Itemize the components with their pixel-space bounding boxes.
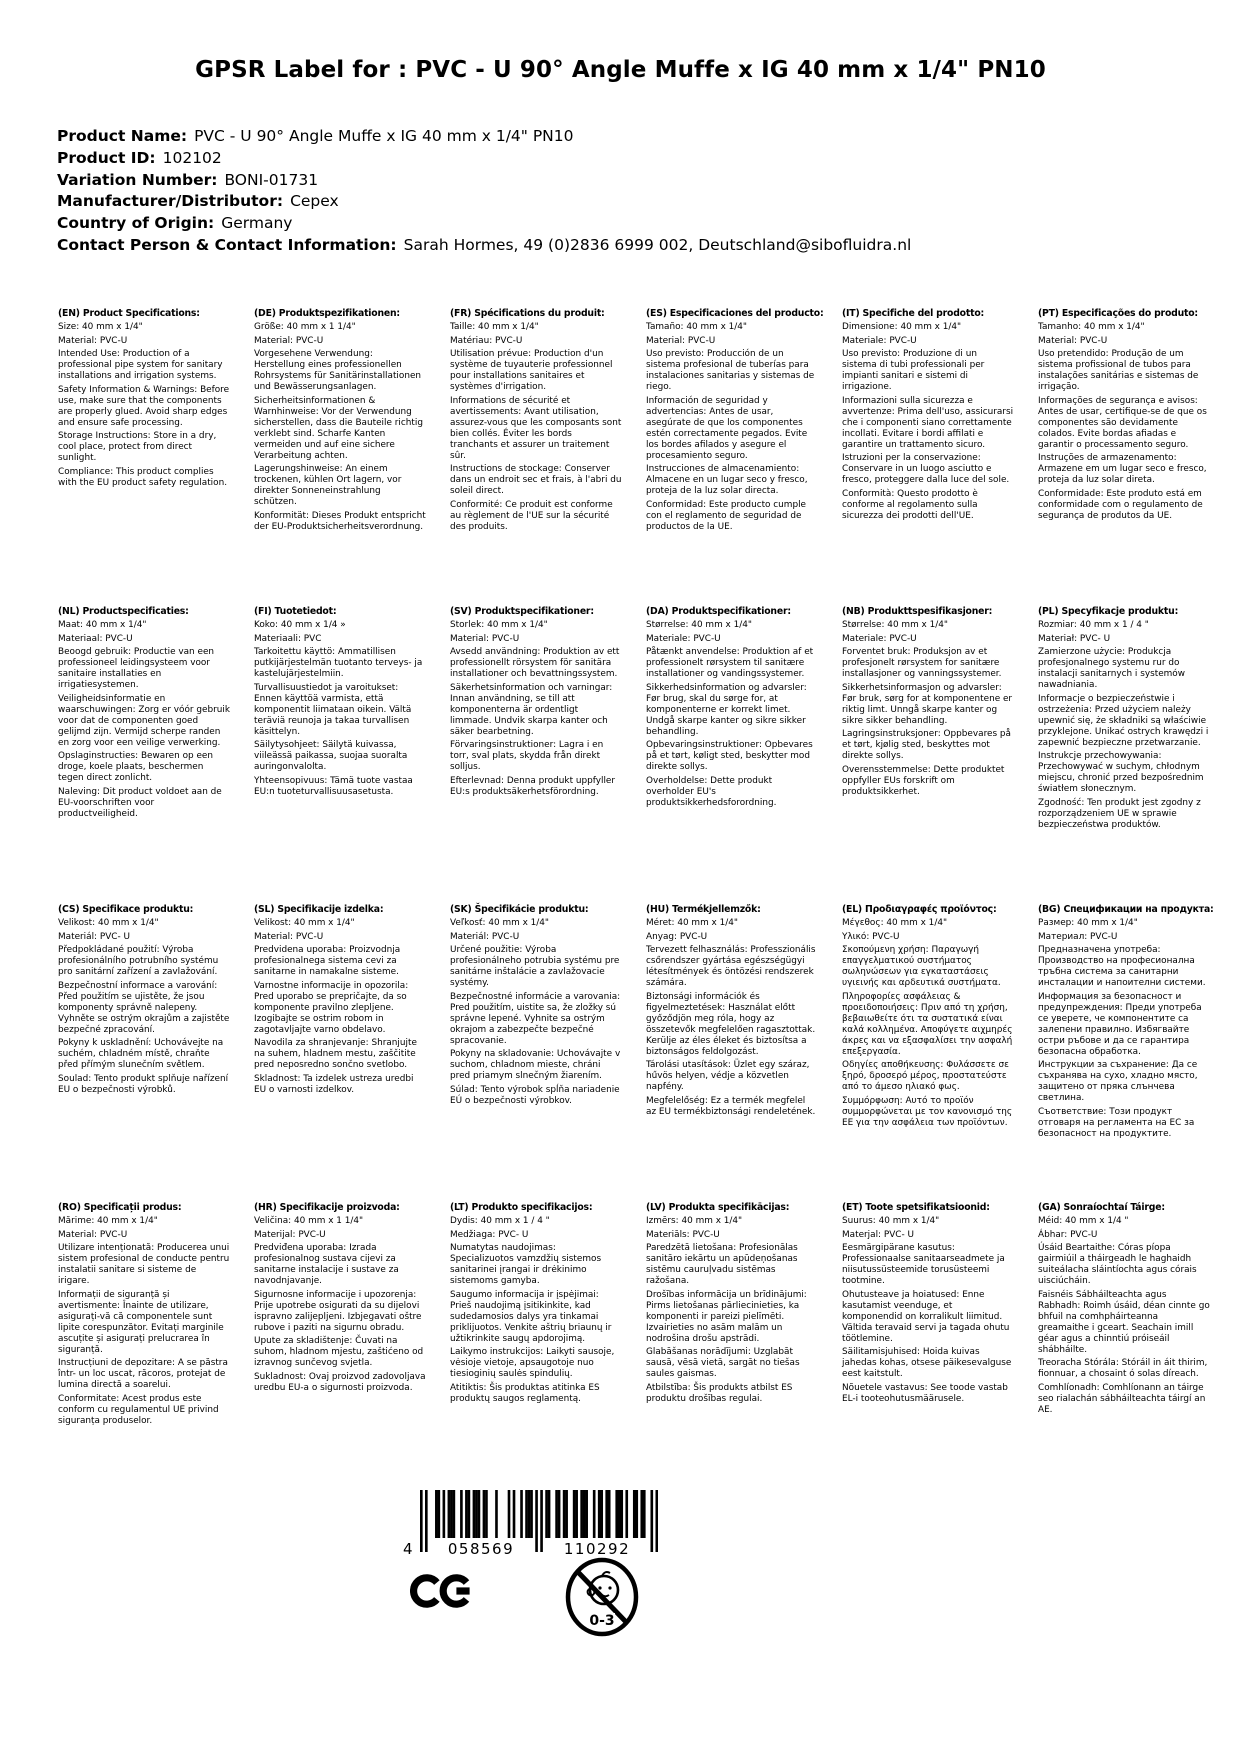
spec-block-sv xyxy=(450,606,622,904)
spec-paragraph: Tarkoitettu käyttö: Ammatillisen putkijärjestelmän tuotanto terveys- ja kastelujärjestelmiin. xyxy=(254,647,423,679)
spec-paragraph: Zamierzone użycie: Produkcja profesjonalnego systemu rur do instalacji sanitarnych i systemów nawadniania. xyxy=(1038,647,1185,690)
spec-paragraph: Συμμόρφωση: Αυτό το προϊόν συμμορφώνεται με τον κανονισμό της ΕΕ για την ασφάλεια των προϊόντων. xyxy=(842,1095,1013,1128)
spec-paragraph: Numatytas naudojimas: Specializuotos vamzdžių sistemos sanitarinei įrangai ir drėkinimo sistemoms gamyba. xyxy=(450,1243,602,1286)
spec-paragraph: Atitiktis: Šis produktas atitinka ES produktų saugos reglamentą. xyxy=(450,1382,600,1404)
spec-paragraph: Tamanho: 40 mm x 1/4" xyxy=(1038,322,1145,332)
spec-paragraph: Konformität: Dieses Produkt entspricht der EU-Produktsicherheitsverordnung. xyxy=(254,510,426,532)
spec-paragraph: Yhteensopivuus: Tämä tuote vastaa EU:n tuoteturvallisuusasetusta. xyxy=(254,775,413,797)
spec-paragraph: Předpokládané použití: Výroba profesionálního potrubního systému pro sanitární zařízení a zavlažování. xyxy=(58,945,219,977)
spec-paragraph: Upute za skladištenje: Čuvati na suhom, hladnom mjestu, zaštićeno od izravnog sunčevog svjetla. xyxy=(254,1336,424,1368)
info-field-value: Sarah Hormes, 49 (0)2836 6999 002, Deutschland@sibofluidra.nl xyxy=(403,235,912,254)
spec-paragraph: Materiale: PVC-U xyxy=(842,335,917,346)
spec-paragraph: Πληροφορίες ασφάλειας & προειδοποιήσεις: Πριν από τη χρήση, βεβαιωθείτε ότι τα συστατικά είναι καλά κολλημένα. Αποφύγετε αιχμηρές άκρες και να εξασφαλίσει την ασφαλή επεξεργασία. xyxy=(842,991,1013,1057)
spec-paragraph: Méid: 40 mm x 1/4 " xyxy=(1038,1216,1129,1226)
spec-paragraph: Sicherheitsinformationen & Warnhinweise: Vor der Verwendung sicherstellen, dass die Bauteile richtig verklebt sind. Scharfe Kanten vermeiden und auf eine sichere Verarbeitung achten. xyxy=(254,395,423,461)
spec-paragraph: Material: PVC-U xyxy=(58,335,128,346)
spec-block-nl xyxy=(58,606,230,904)
spec-paragraph: Информация за безопасност и предупреждения: Преди употреба се уверете, че компонентите са залепени правилно. Избягвайте остри ръбове и да се гарантира безопасна обработка. xyxy=(1038,991,1202,1057)
spec-paragraph: Varnostne informacije in opozorila: Pred uporabo se prepričajte, da so komponente pravilno zlepljene. Izogibajte se ostrim robom in zagotavljajte varno obdelavo. xyxy=(254,980,409,1035)
spec-paragraph: Conformité: Ce produit est conforme au règlement de l'UE sur la sécurité des produits. xyxy=(450,499,613,532)
spec-paragraph: Materiāls: PVC-U xyxy=(646,1229,720,1240)
spec-paragraph: Material: PVC-U xyxy=(450,633,520,644)
spec-paragraph: Informații de siguranță și avertismente: Înainte de utilizare, asigurați-vă că componentele sunt lipite corespunzător. Evitați marginile ascuțite și asigurați prelucrarea în siguranță. xyxy=(58,1289,224,1355)
spec-paragraph: Istruzioni per la conservazione: Conservare in un luogo asciutto e fresco, proteggere dalla luce del sole. xyxy=(842,453,1010,485)
spec-paragraph: Pokyny na skladovanie: Uchovávajte v suchom, chladnom mieste, chráni pred priamym slnečným žiarením. xyxy=(450,1049,621,1081)
spec-paragraph: Säilytysohjeet: Säilytä kuivassa, viileässä paikassa, suojaa suoralta auringonvalolta. xyxy=(254,740,408,772)
spec-paragraph: Veličina: 40 mm x 1 1/4" xyxy=(254,1216,364,1226)
spec-paragraph: Materiale: PVC-U xyxy=(646,633,721,644)
spec-block-heading: (PT) Especificações do produto: xyxy=(1038,308,1198,319)
info-field-value: Cepex xyxy=(290,192,339,211)
spec-block-pt xyxy=(1038,308,1210,606)
spec-paragraph: Comhlíonadh: Comhlíonann an táirge seo rialachán sábháilteachta táirgí an AE. xyxy=(1038,1382,1206,1415)
spec-paragraph: Sukladnost: Ovaj proizvod zadovoljava uredbu EU-a o sigurnosti proizvoda. xyxy=(254,1371,426,1393)
spec-block-heading: (DA) Produktspecifikationer: xyxy=(646,606,791,617)
spec-paragraph: Informações de segurança e avisos: Antes de usar, certifique-se de que os componentes são devidamente colados. Evite bordas afiadas e garantir o processamento seguro. xyxy=(1038,395,1207,450)
spec-block-heading: (PL) Specyfikacje produktu: xyxy=(1038,606,1179,617)
spec-paragraph: Safety Information & Warnings: Before use, make sure that the components are properly glued. Avoid sharp edges and ensure safe processing. xyxy=(58,384,230,428)
info-field-label: Product Name: xyxy=(57,127,188,145)
spec-paragraph: Instrukcje przechowywania: Przechowywać w suchym, chłodnym miejscu, chronić przed bezpośrednim światłem słonecznym. xyxy=(1038,751,1204,794)
spec-paragraph: Información de seguridad y advertencias: Antes de usar, asegúrate de que los componentes estén correctamente pegados. Evite los bordes afilados y asegure el procesamiento seguro. xyxy=(646,395,808,461)
spec-block-et xyxy=(842,1202,1014,1429)
spec-paragraph: Nõuetele vastavus: See toode vastab EL-i tooteohutusmäärusele. xyxy=(842,1382,1008,1404)
spec-block-fi xyxy=(254,606,426,904)
spec-paragraph: Efterlevnad: Denna produkt uppfyller EU:s produktsäkerhetsförordning. xyxy=(450,775,616,797)
info-field-label: Manufacturer/Distributor: xyxy=(57,192,284,211)
spec-paragraph: Koko: 40 mm x 1/4 » xyxy=(254,620,346,630)
spec-paragraph: Turvallisuustiedot ja varoitukset: Ennen käyttöä varmista, että komponentit liimataan oikein. Vältä teräviä reunoja ja takaa turvallisen käsittelyn. xyxy=(254,682,412,737)
spec-paragraph: Izmērs: 40 mm x 1/4" xyxy=(646,1216,743,1226)
spec-paragraph: Lagerungshinweise: An einem trockenen, kühlen Ort lagern, vor direkter Sonneneinstrahlung schützen. xyxy=(254,464,402,507)
barcode xyxy=(402,1490,658,1558)
spec-block-it xyxy=(842,308,1014,606)
spec-paragraph: Uso pretendido: Produção de um sistema profissional de tubos para instalações sanitárias e sistemas de irrigação. xyxy=(1038,349,1199,392)
spec-paragraph: Faisnéis Sábháilteachta agus Rabhadh: Roimh úsáid, déan cinnte go bhfuil na comhpháirteanna greamaithe i gceart. Seachain imill géar agus a chinntiú próiseáil shábháilte. xyxy=(1038,1289,1210,1355)
spec-paragraph: Materiaali: PVC xyxy=(254,633,322,644)
spec-block-heading: (RO) Specificații produs: xyxy=(58,1202,182,1213)
barcode-group-1: 058569 xyxy=(447,1540,515,1558)
barcode-group-2: 110292 xyxy=(563,1540,631,1558)
spec-paragraph: Ábhar: PVC-U xyxy=(1038,1229,1098,1240)
spec-paragraph: Bezpečnostní informace a varování: Před použitím se ujistěte, že jsou komponenty správně nalepeny. Vyhněte se ostrým okrajům a zajistěte bezpečné zpracování. xyxy=(58,980,230,1035)
spec-paragraph: Размер: 40 mm x 1/4" xyxy=(1038,918,1138,928)
spec-paragraph: Compliance: This product complies with the EU product safety regulation. xyxy=(58,466,228,488)
spec-paragraph: Storlek: 40 mm x 1/4" xyxy=(450,620,548,630)
spec-paragraph: Dimensione: 40 mm x 1/4" xyxy=(842,322,962,332)
spec-paragraph: Mărime: 40 mm x 1/4" xyxy=(58,1216,158,1226)
spec-paragraph: Μέγεθος: 40 mm x 1/4" xyxy=(842,918,948,928)
spec-paragraph: Anyag: PVC-U xyxy=(646,931,708,942)
spec-block-es xyxy=(646,308,824,606)
spec-paragraph: Informations de sécurité et avertissements: Avant utilisation, assurez-vous que les composants sont bien collés. Éviter les bords tranchants et assurer un traitement sûr. xyxy=(450,395,622,461)
spec-block-bg xyxy=(1038,904,1214,1202)
spec-paragraph: Material: PVC-U xyxy=(1038,335,1108,346)
ce-mark-icon xyxy=(410,1568,474,1618)
spec-paragraph: Conformità: Questo prodotto è conforme al regolamento sulla sicurezza dei prodotti dell'UE. xyxy=(842,488,978,521)
spec-paragraph: Skladnost: Ta izdelek ustreza uredbi EU o varnosti izdelkov. xyxy=(254,1073,414,1095)
spec-grid xyxy=(58,308,1234,1429)
spec-paragraph: Conformidad: Este producto cumple con el reglamento de seguridad de productos de la UE. xyxy=(646,499,807,532)
age-warning-label: 0-3 xyxy=(589,1613,615,1629)
spec-paragraph: Súlad: Tento výrobok spĺňa nariadenie EÚ o bezpečnosti výrobkov. xyxy=(450,1084,620,1106)
info-field-value: PVC - U 90° Angle Muffe x IG 40 mm x 1/4" PN10 xyxy=(194,127,574,145)
spec-paragraph: Material: PVC-U xyxy=(254,335,324,346)
spec-paragraph: Méret: 40 mm x 1/4" xyxy=(646,918,738,928)
spec-block-lt xyxy=(450,1202,622,1429)
spec-paragraph: Megfelelőség: Ez a termék megfelel az EU termékbiztonsági rendeletének. xyxy=(646,1095,816,1117)
spec-block-heading: (NL) Productspecificaties: xyxy=(58,606,189,617)
info-field-value: 102102 xyxy=(162,148,222,167)
spec-paragraph: Uso previsto: Produzione di un sistema di tubi professionali per impianti sanitari e sistemi di irrigazione. xyxy=(842,349,985,392)
spec-block-heading: (CS) Specifikace produktu: xyxy=(58,904,194,915)
spec-paragraph: Suurus: 40 mm x 1/4" xyxy=(842,1216,940,1226)
spec-paragraph: Storage Instructions: Store in a dry, cool place, protect from direct sunlight. xyxy=(58,431,217,463)
spec-paragraph: Tárolási utasítások: Üzlet egy száraz, hűvös helyen, védje a közvetlen napfény. xyxy=(646,1060,810,1092)
info-field-label: Contact Person & Contact Information: xyxy=(57,235,397,254)
spec-paragraph: Paredzētā lietošana: Profesionālas sanitāro iekārtu un apūdeņošanas sistēmu cauruļvadu sistēmas ražošana. xyxy=(646,1243,798,1286)
spec-paragraph: Materjal: PVC- U xyxy=(842,1229,915,1240)
spec-paragraph: Navodila za shranjevanje: Shranjujte na suhem, hladnem mestu, zaščitite pred neposredno sončno svetlobo. xyxy=(254,1038,417,1070)
spec-paragraph: Pokyny k uskladnění: Uchovávejte na suchém, chladném místě, chraňte před přímým slunečním světlem. xyxy=(58,1038,224,1070)
spec-paragraph: Zgodność: Ten produkt jest zgodny z rozporządzeniem UE w sprawie bezpieczeństwa produktów. xyxy=(1038,797,1201,830)
spec-block-heading: (SL) Specifikacije izdelka: xyxy=(254,904,384,915)
info-field-label: Country of Origin: xyxy=(57,214,215,233)
spec-paragraph: Größe: 40 mm x 1 1/4" xyxy=(254,322,356,332)
info-field-row xyxy=(57,213,911,235)
spec-block-heading: (ET) Toote spetsifikatsioonid: xyxy=(842,1202,990,1213)
spec-paragraph: Avsedd användning: Produktion av ett professionellt rörsystem för sanitära installationer och bevattningssystem. xyxy=(450,647,620,679)
spec-paragraph: Instrucțiuni de depozitare: A se păstra într- un loc uscat, răcoros, protejat de lumina directă a soarelui. xyxy=(58,1358,228,1390)
spec-paragraph: Úsáid Beartaithe: Córas píopa gairmiúil a tháirgeadh le haghaidh suiteálacha sláintíochta agus córais uisciúcháin. xyxy=(1038,1243,1197,1286)
spec-paragraph: Material: PVC-U xyxy=(254,931,324,942)
spec-paragraph: Vorgesehene Verwendung: Herstellung eines professionellen Rohrsystems für Sanitärinstallationen und Bewässerungsanlagen. xyxy=(254,349,422,392)
spec-block-sk xyxy=(450,904,622,1202)
spec-paragraph: Förvaringsinstruktioner: Lagra i en torr, sval plats, skydda från direkt solljus. xyxy=(450,740,604,772)
spec-paragraph: Sikkerhetsinformasjon og advarsler: Før bruk, sørg for at komponentene er riktig limt. Unngå skarpe kanter og sikre sikker behandling. xyxy=(842,682,1013,726)
spec-paragraph: Tamaño: 40 mm x 1/4" xyxy=(646,322,748,332)
spec-block-heading: (SV) Produktspecifikationer: xyxy=(450,606,594,617)
spec-paragraph: Taille: 40 mm x 1/4" xyxy=(450,322,539,332)
spec-paragraph: Velikost: 40 mm x 1/4" xyxy=(254,918,355,928)
spec-block-heading: (ES) Especificaciones del producto: xyxy=(646,308,824,319)
spec-paragraph: Υλικό: PVC-U xyxy=(842,931,900,942)
spec-block-sl xyxy=(254,904,426,1202)
spec-paragraph: Opbevaringsinstruktioner: Opbevares på et tørt, køligt sted, beskytter mod direkte sollys. xyxy=(646,740,813,772)
spec-paragraph: Størrelse: 40 mm x 1/4" xyxy=(646,620,752,630)
spec-paragraph: Säilitamisjuhised: Hoida kuivas jahedas kohas, otsese päikesevalguse eest kaitstult. xyxy=(842,1347,1012,1379)
age-warning-icon xyxy=(564,1556,640,1642)
spec-paragraph: Conformitate: Acest produs este conform cu regulamentul UE privind siguranța produselor. xyxy=(58,1393,219,1426)
spec-paragraph: Materiał: PVC- U xyxy=(1038,633,1111,644)
spec-paragraph: Инструкции за съхранение: Да се съхранява на сухо, хладно място, защитено от пряка слънчева светлина. xyxy=(1038,1060,1198,1103)
spec-block-cs xyxy=(58,904,230,1202)
spec-paragraph: Eesmärgipärane kasutus: Professionaalse sanitaarseadmete ja niisutussüsteemide torusüsteemi tootmine. xyxy=(842,1243,1005,1286)
spec-block-heading: (BG) Спецификации на продукта: xyxy=(1038,904,1214,915)
spec-paragraph: Forventet bruk: Produksjon av et profesjonelt rørsystem for sanitære installasjoner og vanningssystemer. xyxy=(842,647,1002,679)
spec-paragraph: Naleving: Dit product voldoet aan de EU-voorschriften voor productveiligheid. xyxy=(58,786,222,819)
spec-paragraph: Utilizare intenționată: Producerea unui sistem profesional de conducte pentru instalatii sanitare si sisteme de irigare. xyxy=(58,1243,230,1286)
spec-paragraph: Opslaginstructies: Bewaren op een droge, koele plaats, beschermen tegen direct zonlicht. xyxy=(58,751,214,783)
spec-block-da xyxy=(646,606,818,904)
spec-paragraph: Maat: 40 mm x 1/4" xyxy=(58,620,147,630)
spec-block-heading: (EL) Προδιαγραφές προϊόντος: xyxy=(842,904,997,915)
spec-paragraph: Ohutusteave ja hoiatused: Enne kasutamist veenduge, et komponendid on korralikult liimitud. Vältida teravaid servi ja tagada ohutu töötlemine. xyxy=(842,1289,1010,1344)
spec-block-lv xyxy=(646,1202,818,1429)
spec-paragraph: Drošības informācija un brīdinājumi: Pirms lietošanas pārliecinieties, ka komponenti ir pareizi pielīmēti. Izvairieties no asām malām un nodrošina drošu apstrādi. xyxy=(646,1289,807,1344)
spec-block-heading: (SK) Špecifikácie produktu: xyxy=(450,904,589,915)
spec-paragraph: Utilisation prévue: Production d'un système de tuyauterie professionnel pour installations sanitaires et systèmes d'irrigation. xyxy=(450,349,613,392)
spec-paragraph: Instruções de armazenamento: Armazene em um lugar seco e fresco, proteja da luz solar direta. xyxy=(1038,453,1207,485)
product-info xyxy=(57,126,911,257)
spec-block-hu xyxy=(646,904,818,1202)
info-field-value: Germany xyxy=(221,214,293,233)
spec-paragraph: Σκοπούμενη χρήση: Παραγωγή επαγγελματικού συστήματος σωληνώσεων για εγκαταστάσεις υγιεινής και αρδευτικά συστήματα. xyxy=(842,945,1001,988)
spec-paragraph: Glabāšanas norādījumi: Uzglabāt sausā, vēsā vietā, sargāt no tiešas saules gaismas. xyxy=(646,1347,800,1379)
spec-paragraph: Påtænkt anvendelse: Produktion af et professionelt rørsystem til sanitære installationer og vandingssystemer. xyxy=(646,647,814,679)
spec-paragraph: Tervezett felhasználás: Professzionális csőrendszer gyártása egészségügyi létesítmények és öntözési rendszerek számára. xyxy=(646,945,816,988)
spec-block-de xyxy=(254,308,426,606)
spec-paragraph: Laikymo instrukcijos: Laikyti sausoje, vėsioje vietoje, apsaugotoje nuo tiesioginių saulės spindulių. xyxy=(450,1347,615,1379)
spec-paragraph: Velikost: 40 mm x 1/4" xyxy=(58,918,159,928)
spec-block-heading: (FR) Spécifications du produit: xyxy=(450,308,605,319)
spec-paragraph: Instrucciones de almacenamiento: Almacene en un lugar seco y fresco, proteja de la luz solar directa. xyxy=(646,464,808,496)
spec-paragraph: Informacje o bezpieczeństwie i ostrzeżenia: Przed użyciem należy upewnić się, że składniki są właściwie przyklejone. Unikać ostrych krawędzi i zapewnić bezpieczne przetwarzanie. xyxy=(1038,693,1209,748)
spec-paragraph: Size: 40 mm x 1/4" xyxy=(58,322,143,332)
info-field-row xyxy=(57,235,911,257)
spec-paragraph: Predvidena uporaba: Proizvodnja profesionalnega sistema cevi za sanitarne in namakalne sisteme. xyxy=(254,945,401,977)
spec-block-el xyxy=(842,904,1014,1202)
spec-paragraph: Overholdelse: Dette produkt overholder EU's produktsikkerhedsforordning. xyxy=(646,775,777,808)
spec-paragraph: Medžiaga: PVC- U xyxy=(450,1229,529,1240)
spec-paragraph: Veiligheidsinformatie en waarschuwingen: Zorg er vóór gebruik voor dat de componenten goed gelijmd zijn. Vermijd scherpe randen en zorg voor een veilige verwerking. xyxy=(58,693,230,748)
spec-block-heading: (HU) Termékjellemzők: xyxy=(646,904,761,915)
info-field-label: Product ID: xyxy=(57,148,156,167)
spec-paragraph: Dydis: 40 mm x 1 / 4 " xyxy=(450,1216,550,1226)
spec-paragraph: Biztonsági információk és figyelmeztetések: Használat előtt győződjön meg róla, hogy az összetevők megfelelően ragasztottak. Kerülje az éles éleket és biztosítsa a biztonságos feldolgozást. xyxy=(646,991,816,1057)
spec-block-hr xyxy=(254,1202,426,1429)
spec-paragraph: Saugumo informacija ir įspėjimai: Prieš naudojimą įsitikinkite, kad sudedamosios dalys yra tinkamai priklijuotos. Venkite aštrių briaunų ir užtikrinkite saugų apdorojimą. xyxy=(450,1289,612,1344)
spec-block-heading: (LT) Produkto specifikacijos: xyxy=(450,1202,593,1213)
spec-paragraph: Lagringsinstruksjoner: Oppbevares på et tørt, kjølig sted, beskyttes mot direkte sollys. xyxy=(842,729,1011,761)
spec-paragraph: Materiale: PVC-U xyxy=(842,633,917,644)
spec-block-heading: (LV) Produkta specifikācijas: xyxy=(646,1202,790,1213)
spec-block-heading: (IT) Specifiche del prodotto: xyxy=(842,308,985,319)
spec-paragraph: Instructions de stockage: Conserver dans un endroit sec et frais, à l'abri du soleil direct. xyxy=(450,464,622,496)
info-field-label: Variation Number: xyxy=(57,170,218,189)
spec-paragraph: Beoogd gebruik: Productie van een professioneel leidingsysteem voor sanitaire installaties en irrigatiesystemen. xyxy=(58,647,215,690)
spec-paragraph: Предназначена употреба: Производство на професионална тръбна система за санитарни инсталации и напоителни системи. xyxy=(1038,945,1206,988)
spec-paragraph: Veľkosť: 40 mm x 1/4" xyxy=(450,918,550,928)
spec-paragraph: Intended Use: Production of a professional pipe system for sanitary installations and irrigation systems. xyxy=(58,349,223,381)
spec-block-heading: (HR) Specifikacije proizvoda: xyxy=(254,1202,400,1213)
spec-block-heading: (EN) Product Specifications: xyxy=(58,308,200,319)
spec-block-ro xyxy=(58,1202,230,1429)
spec-paragraph: Οδηγίες αποθήκευσης: Φυλάσσετε σε ξηρό, δροσερό μέρος, προστατεύστε από το άμεσο ηλιακό φως. xyxy=(842,1060,1009,1092)
spec-paragraph: Materijal: PVC-U xyxy=(254,1229,326,1240)
info-field-row xyxy=(57,170,911,192)
spec-paragraph: Съответствие: Този продукт отговаря на регламента на ЕС за безопасност на продуктите. xyxy=(1038,1106,1195,1139)
info-field-row xyxy=(57,126,911,148)
spec-block-fr xyxy=(450,308,622,606)
info-field-value: BONI-01731 xyxy=(224,170,319,189)
spec-paragraph: Sikkerhedsinformation og advarsler: Før brug, skal du sørge for, at komponenterne er korrekt limet. Undgå skarpe kanter og sikre sikker behandling. xyxy=(646,682,807,737)
spec-paragraph: Material: PVC-U xyxy=(58,1229,128,1240)
spec-paragraph: Overensstemmelse: Dette produktet oppfyller EUs forskrift om produktsikkerhet. xyxy=(842,764,1005,797)
info-field-row xyxy=(57,148,911,170)
spec-paragraph: Určené použitie: Výroba profesionálneho potrubia systému pre sanitárne inštalácie a zavlažovacie systémy. xyxy=(450,945,620,988)
spec-paragraph: Predviđena uporaba: Izrada profesionalnog sustava cijevi za sanitarne instalacije i sustave za navodnjavanje. xyxy=(254,1243,399,1286)
spec-paragraph: Sigurnosne informacije i upozorenja: Prije upotrebe osigurati da su dijelovi ispravno zalijepljeni. Izbjegavati oštre rubove i paziti na sigurnu obradu. xyxy=(254,1289,422,1333)
spec-block-nb xyxy=(842,606,1014,904)
spec-paragraph: Uso previsto: Producción de un sistema profesional de tuberías para instalaciones sanitarias y sistemas de riego. xyxy=(646,349,815,392)
spec-paragraph: Säkerhetsinformation och varningar: Innan användning, se till att komponenterna är ordentligt limmade. Undvik skarpa kanter och säker bearbetning. xyxy=(450,682,613,737)
spec-paragraph: Rozmiar: 40 mm x 1 / 4 " xyxy=(1038,620,1149,630)
spec-paragraph: Størrelse: 40 mm x 1/4" xyxy=(842,620,948,630)
spec-paragraph: Matériau: PVC-U xyxy=(450,335,523,346)
spec-block-pl xyxy=(1038,606,1210,904)
spec-paragraph: Atbilstība: Šis produkts atbilst ES produktu drošības regulai. xyxy=(646,1382,793,1404)
barcode-digit-first: 4 xyxy=(402,1540,414,1558)
spec-paragraph: Informazioni sulla sicurezza e avvertenze: Prima dell'uso, assicurarsi che i componenti siano correttamente incollati. Evitare i bordi affilati e garantire un trattamento sicuro. xyxy=(842,395,1014,450)
spec-paragraph: Treoracha Stórála: Stóráil in áit thirim, fionnuar, a chosaint ó solas díreach. xyxy=(1038,1358,1208,1379)
spec-paragraph: Materiaal: PVC-U xyxy=(58,633,133,644)
spec-block-heading: (FI) Tuotetiedot: xyxy=(254,606,337,617)
spec-paragraph: Conformidade: Este produto está em conformidade com o regulamento de segurança de produtos da UE. xyxy=(1038,488,1203,521)
spec-block-ga xyxy=(1038,1202,1210,1429)
spec-paragraph: Materiál: PVC-U xyxy=(450,931,520,942)
spec-block-heading: (GA) Sonraíochtaí Táirge: xyxy=(1038,1202,1165,1213)
spec-paragraph: Material: PVC-U xyxy=(646,335,716,346)
page-title: GPSR Label for : PVC - U 90° Angle Muffe x IG 40 mm x 1/4" PN10 xyxy=(195,57,1046,83)
barcode-number xyxy=(402,1540,658,1558)
spec-paragraph: Materiál: PVC- U xyxy=(58,931,131,942)
spec-block-en xyxy=(58,308,230,606)
spec-paragraph: Материал: PVC-U xyxy=(1038,931,1118,942)
spec-paragraph: Soulad: Tento produkt splňuje nařízení EU o bezpečnosti výrobků. xyxy=(58,1073,229,1095)
spec-block-heading: (NB) Produkttspesifikasjoner: xyxy=(842,606,993,617)
spec-paragraph: Bezpečnostné informácie a varovania: Pred použitím, uistite sa, že zložky sú správne lepené. Vyhnite sa ostrým okrajom a zabezpečte bezpečné spracovanie. xyxy=(450,991,621,1046)
spec-block-heading: (DE) Produktspezifikationen: xyxy=(254,308,400,319)
info-field-row xyxy=(57,191,911,213)
